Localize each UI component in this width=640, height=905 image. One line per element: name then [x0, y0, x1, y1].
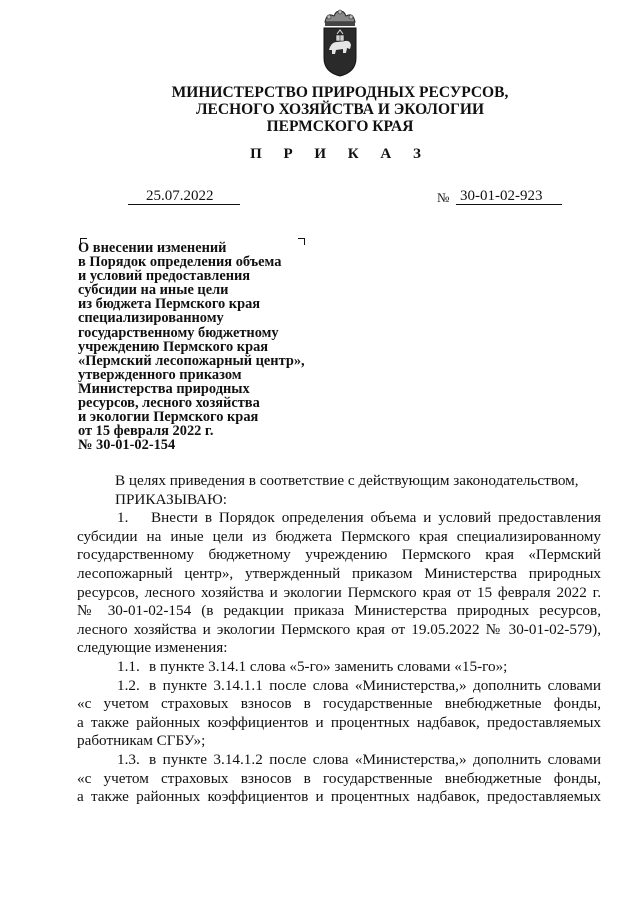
order-subject [78, 241, 338, 452]
item-1-line [77, 509, 601, 528]
subject-line: учреждению Пермского края [78, 338, 269, 355]
item-1-2-line: работникам СГБУ»; [77, 732, 206, 750]
item-1-line: № 30-01-02-154 (в редакции приказа Министерства природных ресурсов, [77, 602, 601, 620]
item-1-line: следующие изменения: [77, 639, 228, 657]
item-1-1-text: в пункте 3.14.1 слова «5-го» заменить словами «15-го»; [149, 657, 508, 675]
item-1-1-line [77, 658, 601, 677]
subject-line: из бюджета Пермского края [78, 296, 261, 313]
item-1-2-line: а также районных коэффициентов и процентных надбавок, предоставляемых [77, 713, 601, 731]
ministry-title-line: ЛЕСНОГО ХОЗЯЙСТВА И ЭКОЛОГИИ [195, 101, 485, 118]
subject-line: в Порядок определения объема [78, 254, 282, 271]
item-1-2-line [77, 677, 601, 696]
order-body [77, 472, 601, 807]
perm-krai-coat-of-arms-icon [317, 8, 363, 78]
order-date: 25.07.2022 [128, 188, 240, 205]
ministry-title [120, 84, 560, 135]
subject-line: от 15 февраля 2022 г. [78, 423, 214, 440]
item-1-line: ресурсов, лесного хозяйства и экологии Пермского края от 15 февраля 2022 г. [77, 583, 601, 601]
item-1-3-line [77, 751, 601, 770]
item-1-line: лесного хозяйства и экологии Пермского края от 19.05.2022 № 30-01-02-579), [77, 620, 601, 638]
subject-line: Министерства природных [78, 380, 250, 397]
item-1-line: государственному бюджетному учреждению Пермского края «Пермский [77, 546, 601, 564]
subject-line: специализированному [78, 310, 224, 327]
item-1-3-text: в пункте 3.14.1.2 после слова «Министерства,» дополнить словами [149, 750, 601, 768]
order-verb: ПРИКАЗЫВАЮ: [115, 490, 227, 508]
intro-line: В целях приведения в соответствие с действующим законодательством, [115, 472, 579, 489]
subject-line: «Пермский лесопожарный центр», [78, 352, 305, 369]
order-number: 30-01-02-923 [456, 188, 562, 205]
item-1-3-number: 1.3. [117, 750, 140, 768]
subject-line: ресурсов, лесного хозяйства [78, 395, 260, 412]
item-1-2-line: «с учетом страховых взносов в государственные внебюджетные фонды, [77, 695, 601, 713]
subject-line: государственному бюджетному [78, 324, 279, 341]
item-1-3-line: «с учетом страховых взносов в государственные внебюджетные фонды, [77, 769, 601, 787]
item-1-1-number: 1.1. [117, 657, 140, 675]
item-1-2-number: 1.2. [117, 676, 140, 694]
ministry-title-line: ПЕРМСКОГО КРАЯ [266, 118, 414, 135]
number-sign: № [437, 190, 450, 205]
subject-line: и условий предоставления [78, 268, 251, 285]
item-1-3-line: а также районных коэффициентов и процентных надбавок, предоставляемых [77, 788, 601, 806]
item-1-number: 1. [117, 509, 129, 527]
subject-line: и экологии Пермского края [78, 409, 259, 426]
document-type-heading: П Р И К А З [250, 146, 430, 162]
subject-line: утвержденного приказом [78, 366, 242, 383]
subject-line: субсидии на иные цели [78, 282, 229, 299]
item-1-text: Внести в Порядок определения объема и условий предоставления [151, 509, 601, 527]
item-1-line: субсидии на иные цели из бюджета Пермского края специализированному [77, 527, 601, 545]
item-1-line: лесопожарный центр», утвержденный приказом Министерства природных [77, 564, 601, 582]
item-1-2-text: в пункте 3.14.1.1 после слова «Министерства,» дополнить словами [149, 676, 601, 694]
subject-line: № 30-01-02-154 [78, 437, 176, 454]
subject-line: О внесении изменений [78, 240, 227, 256]
ministry-title-line: МИНИСТЕРСТВО ПРИРОДНЫХ РЕСУРСОВ, [171, 84, 509, 101]
